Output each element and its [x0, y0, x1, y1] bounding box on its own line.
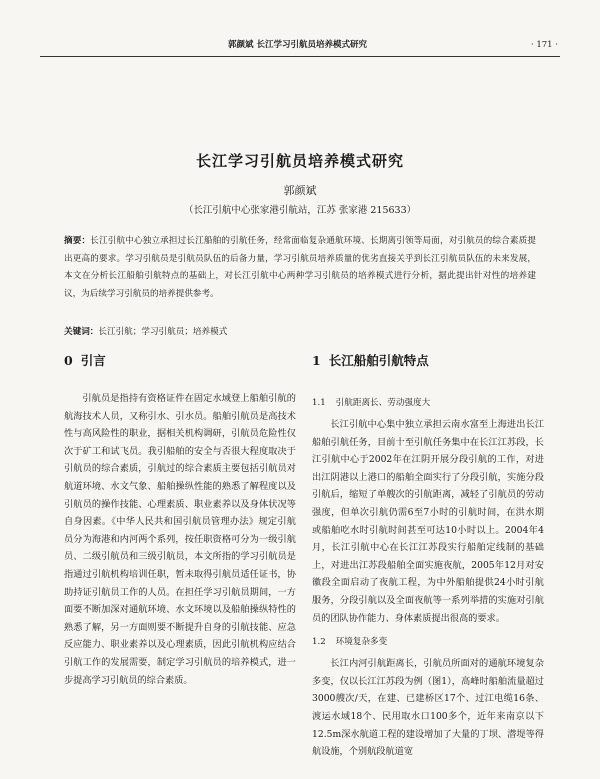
subsection-1-1-title: 引航距离长、劳动强度大: [335, 398, 431, 408]
section-0-number: 0: [64, 353, 73, 368]
running-header-title: 郭颜斌 长江学习引航员培养模式研究: [228, 40, 367, 50]
section-0-title: 引言: [80, 353, 106, 368]
section-1-number: 1: [312, 353, 321, 368]
section-1-heading: [312, 346, 544, 376]
section-1-title: 长江船舶引航特点: [328, 353, 429, 368]
subsection-1-2-paragraph: 长江内河引航距离长，引航员所面对的通航环境复杂多变，仅以长江江苏段为例（图1），高峰时船舶流量超过3000艘次/天，在建、已建桥区17个、过江电缆16条、渡运水域18个、民用取水口100多个，近年来南京以下12.5m深水航道工程的建设增加了大量的丁坝、潜堤等得航设施，个别航段航道宽: [312, 658, 544, 758]
keywords-label: 关键词：: [64, 327, 99, 337]
abstract-text: 长江引航中心独立承担过长江船舶的引航任务，经常面临复杂通航环境、长期离引领等局面，对引航员的综合素质提出更高的要求。学习引航员是引航员队伍的后备力量，学习引航员培养质量的优劣直接关乎到长江引航员队伍的未来发展，本文在分析长江船舶引航特点的基础上，对长江引航中心两种学习引航员的培养模式进行分析，据此提出针对性的培养建议，为后续学习引航员的培养提供参考。: [64, 236, 536, 299]
subsection-1-1-paragraph: 长江引航中心集中独立承担云南水富至上海进出长江船舶引航任务，目前十至引航任务集中在长江江苏段，长江引航中心于2002年在江阴开展分段引航的工作，对进出江阴港以上港口的船舶全面实行了分段引航，实施分段引航后，缩短了单艘次的引航距离，减轻了引航员的劳动强度，但单次引航仍需6至7小时的引航时间，在洪水期或船舶吃水时引航时间甚至可达10小时以上。2004年4月，长江引航中心在长江江苏段实行船舶定线制的基础上，对进出江苏段船舶全面实施夜航，2005年12月对安徽段全面启动了夜航工程，为中外船舶提供24小时引航服务，分段引航以及全面夜航等一系列举措的实施对引航员的团队协作能力、身体素质提出很高的要求。: [312, 419, 544, 624]
abstract: [64, 233, 536, 303]
paper-title: 长江学习引航员培养模式研究: [195, 152, 404, 170]
keywords-text: 长江引航；学习引航员；培养模式: [98, 327, 228, 337]
left-column: [64, 346, 296, 689]
keywords: [64, 324, 536, 340]
subsection-1-2-number: 1.2: [312, 637, 326, 648]
abstract-label: 摘要：: [64, 236, 91, 246]
author-affiliation: （长江引航中心张家港引航站，江苏 张家港 215633）: [183, 205, 417, 216]
page-number: · 171 ·: [530, 40, 558, 50]
section-0-heading: [64, 346, 296, 376]
running-header: [40, 34, 560, 57]
subsection-1-2-heading: [312, 629, 544, 655]
right-column: [312, 346, 544, 761]
subsection-1-1-number: 1.1: [312, 398, 326, 408]
subsection-1-2-title: 环境复杂多变: [335, 637, 388, 648]
section-0-paragraph: 引航员是指持有资格证件在固定水域登上船舶引航的航海技术人员，又称引水、引水员。船舶引航员是高技术性与高风险性的职业，据相关机构调研，引航员危险性仅次于矿工和试飞员。我引船舶的安全与否很大程度取决于引航员的综合素质，引航过的综合素质主要包括引航员对航道环境、水文气象、船舶操纵性能的熟悉了解程度以及引航员的操作技能、心理素质、职业素养以及身体状况等自身因素。《中华人民共和国引航员管理办法》规定引航员分为海港和内河两个系列，按任职资格可分为一级引航员、二级引航员和三级引航员，本文所指的学习引航员是指通过引航机构培训任职，暂未取得引航员适任证书，协助持证引航员工作的人员。在担任学习引航员期间，一方面要不断加深对通航环境、水文环境以及船舶操纵特性的熟悉了解，另一方面则要不断提升自身的引航技能、应急反应能力、职业素养以及心理素质，因此引航机构应结合引航工作的发展需要，制定学习引航员的培养模式，进一步提高学习引航员的综合素质。: [64, 393, 296, 686]
author-name: 郭颜斌: [283, 184, 317, 197]
subsection-1-1-heading: [312, 390, 544, 416]
